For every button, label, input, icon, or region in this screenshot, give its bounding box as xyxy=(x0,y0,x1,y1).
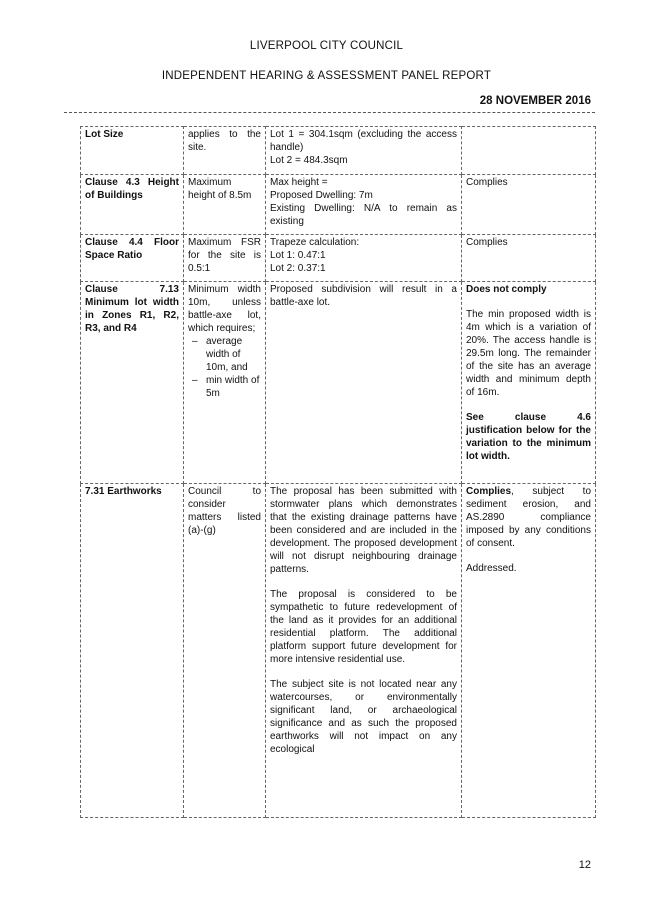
report-date: 28 NOVEMBER 2016 xyxy=(479,95,591,107)
list-item: – average width of 10m, and xyxy=(206,335,261,374)
requirement-cell: applies to the site. xyxy=(184,127,266,175)
compliance-status: Does not comply xyxy=(466,284,547,295)
page-number: 12 xyxy=(578,859,591,871)
compliance-cell: Does not comply The min proposed width is 4m which is a variation of 20%. The access handle is 29.5m long. The remainder of the site has an average width and minimum depth of 16m. See clause 4.6 justification below for the variation to the minimum lot width. xyxy=(462,282,596,484)
header-divider xyxy=(64,112,595,113)
compliance-cell: Complies, subject to sediment erosion, and AS.2890 compliance imposed by any conditions of consent. Addressed. xyxy=(462,484,596,818)
table-row xyxy=(81,282,596,484)
list-item: – min width of 5m xyxy=(206,374,261,400)
proposal-cell: Max height = Proposed Dwelling: 7m Existing Dwelling: N/A to remain as existing xyxy=(266,175,462,235)
table-row xyxy=(81,484,596,818)
control-cell: Clause 4.3 Height of Buildings xyxy=(81,175,184,235)
requirement-list xyxy=(188,335,261,400)
compliance-cell: Complies xyxy=(462,175,596,235)
control-cell: Clause 4.4 Floor Space Ratio xyxy=(81,235,184,282)
compliance-cell xyxy=(462,127,596,175)
requirement-cell: Maximum height of 8.5m xyxy=(184,175,266,235)
proposal-cell: The proposal has been submitted with stormwater plans which demonstrates that the existing drainage patterns have been considered and are included in the development. The proposed development will not disrupt neighbouring drainage patterns. The proposal is considered to be sympathetic to future redevelopment of the land as it provides for an additional residential platform. The additional platform support future development for more intensive residential use. The subject site is not located near any watercourses, or environmentally significant land, or archaeological significance and as such the proposed earthworks will not impact on any ecological xyxy=(266,484,462,818)
requirement-cell: Maximum FSR for the site is 0.5:1 xyxy=(184,235,266,282)
table-row xyxy=(81,127,596,175)
assessment-table xyxy=(80,126,596,818)
compliance-status: Complies xyxy=(466,486,512,497)
requirement-cell: Minimum width 10m, unless battle-axe lot, which requires; – average width of 10m, and – min width of 5m xyxy=(184,282,266,484)
proposal-cell: Trapeze calculation: Lot 1: 0.47:1 Lot 2: 0.37:1 xyxy=(266,235,462,282)
council-name: LIVERPOOL CITY COUNCIL xyxy=(249,40,404,52)
compliance-cell: Complies xyxy=(462,235,596,282)
requirement-cell: Council to consider matters listed (a)-(g) xyxy=(184,484,266,818)
table-row xyxy=(81,175,596,235)
control-cell: 7.31 Earthworks xyxy=(81,484,184,818)
control-cell: Clause 7.13 Minimum lot width in Zones R1, R2, R3, and R4 xyxy=(81,282,184,484)
proposal-cell: Lot 1 = 304.1sqm (excluding the access handle) Lot 2 = 484.3sqm xyxy=(266,127,462,175)
report-title: INDEPENDENT HEARING & ASSESSMENT PANEL REPORT xyxy=(161,70,492,82)
proposal-cell: Proposed subdivision will result in a battle-axe lot. xyxy=(266,282,462,484)
table-row xyxy=(81,235,596,282)
control-cell: Lot Size xyxy=(81,127,184,175)
